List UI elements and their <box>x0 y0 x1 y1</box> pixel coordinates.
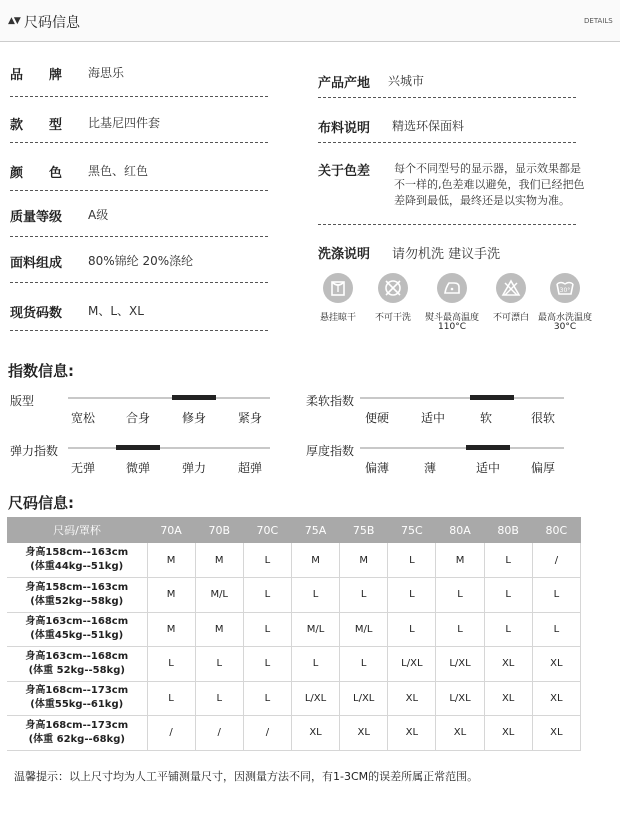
row-header-height: 身高168cm--173cm <box>25 685 129 697</box>
care-label-wash-temp: 最高水洗温度 <box>537 313 592 323</box>
spec-value-stock-sizes: M、L、XL <box>88 304 144 318</box>
size-header-cell: 75B <box>340 517 388 543</box>
scale-label-fit: 版型 <box>10 394 35 408</box>
scale-track-softness <box>360 397 564 399</box>
size-cell: XL <box>484 647 532 682</box>
divider <box>10 282 268 283</box>
size-header-cell: 尺码/罩杯 <box>7 517 147 543</box>
size-cell: XL <box>532 681 580 716</box>
size-cell: L <box>195 647 243 682</box>
size-cell: L <box>436 612 484 647</box>
hang-dry-icon <box>323 273 353 303</box>
scale-option: 很软 <box>530 411 555 425</box>
size-cell: L <box>147 647 195 682</box>
spec-label-grade: 质量等级 <box>10 210 63 225</box>
row-header-weight: (体重44kg--51kg) <box>30 561 124 572</box>
size-cell: XL <box>388 716 436 751</box>
size-cell: L <box>388 612 436 647</box>
collapse-arrow-icon[interactable]: ▲▼ <box>8 16 20 26</box>
size-cell: L <box>243 543 291 578</box>
size-cell: L/XL <box>388 647 436 682</box>
details-link[interactable]: DETAILS <box>584 17 613 25</box>
row-header <box>7 578 147 613</box>
scale-marker-elasticity <box>116 445 160 450</box>
size-header-cell: 70A <box>147 517 195 543</box>
scale-option: 适中 <box>420 411 445 425</box>
divider <box>10 190 268 191</box>
size-cell: L <box>147 681 195 716</box>
divider <box>10 142 268 143</box>
spec-label-color: 颜 色 <box>10 166 63 181</box>
size-cell: L <box>291 647 339 682</box>
size-cell: L <box>484 612 532 647</box>
row-header-weight: (体重45kg--51kg) <box>30 630 124 642</box>
divider <box>318 97 576 98</box>
size-cell: / <box>243 716 291 751</box>
scale-option: 偏薄 <box>364 461 389 475</box>
size-cell: / <box>147 716 195 751</box>
size-cell: M <box>340 543 388 578</box>
size-cell: L/XL <box>291 681 339 716</box>
row-header-weight: (体重 62kg--68kg) <box>28 733 125 745</box>
wash-temp-icon <box>550 273 580 303</box>
care-label-no-bleach: 不可漂白 <box>492 313 529 323</box>
size-header-cell: 80C <box>532 517 580 543</box>
size-cell: M <box>291 543 339 578</box>
care-label-iron-temp: 110°C <box>438 322 466 332</box>
size-cell: XL <box>532 716 580 751</box>
divider <box>10 236 268 237</box>
iron-icon <box>437 273 467 303</box>
divider <box>318 142 576 143</box>
table-row <box>7 647 581 682</box>
row-header-weight: (体重55kg--61kg) <box>30 699 124 711</box>
row-header <box>7 543 147 578</box>
size-cell: L <box>532 612 580 647</box>
care-label-no-dry-clean: 不可干洗 <box>374 313 411 323</box>
size-cell: L/XL <box>436 647 484 682</box>
row-header-height: 身高158cm--163cm <box>25 547 129 558</box>
size-cell: XL <box>388 681 436 716</box>
size-cell: L <box>243 647 291 682</box>
size-cell: / <box>532 543 580 578</box>
size-cell: L <box>243 681 291 716</box>
scale-marker-thickness <box>466 445 510 450</box>
size-cell: L <box>340 647 388 682</box>
spec-value-washing: 请勿机洗 建议手洗 <box>392 247 501 262</box>
row-header <box>7 681 147 716</box>
size-cell: M/L <box>340 612 388 647</box>
size-header-cell: 75C <box>388 517 436 543</box>
scale-marker-softness <box>470 395 514 400</box>
size-cell: M <box>147 543 195 578</box>
size-cell: L <box>436 578 484 613</box>
spec-value-fabric: 80%锦纶 20%涤纶 <box>88 254 194 268</box>
size-cell: XL <box>340 716 388 751</box>
scale-marker-fit <box>172 395 216 400</box>
scale-label-softness: 柔软指数 <box>306 394 355 408</box>
size-cell: XL <box>484 681 532 716</box>
size-cell: XL <box>436 716 484 751</box>
care-label-hang-dry: 悬挂晾干 <box>319 313 356 323</box>
scale-option: 超弹 <box>237 461 262 475</box>
spec-label-washing: 洗涤说明 <box>318 247 371 262</box>
scale-option: 无弹 <box>70 461 95 475</box>
spec-value-origin: 兴城市 <box>388 74 425 88</box>
spec-label-brand: 品 牌 <box>10 68 63 83</box>
scale-option: 薄 <box>423 461 436 475</box>
table-row <box>7 578 581 613</box>
row-header <box>7 647 147 682</box>
size-cell: M <box>195 612 243 647</box>
scale-label-thickness: 厚度指数 <box>306 444 355 458</box>
size-table-header-row <box>7 517 581 543</box>
scale-option: 合身 <box>125 411 150 425</box>
size-header-cell: 75A <box>291 517 339 543</box>
spec-label-style: 款 型 <box>10 118 63 133</box>
spec-value-grade: A级 <box>88 208 109 222</box>
size-cell: L <box>243 612 291 647</box>
row-header-height: 身高168cm--173cm <box>25 719 129 731</box>
size-cell: L <box>484 578 532 613</box>
scale-option: 偏厚 <box>530 461 555 475</box>
size-header-cell: 70C <box>243 517 291 543</box>
row-header-height: 身高163cm--168cm <box>25 650 129 662</box>
size-header-cell: 80B <box>484 517 532 543</box>
table-row <box>7 612 581 647</box>
size-header-cell: 70B <box>195 517 243 543</box>
size-cell: L <box>532 578 580 613</box>
size-cell: L <box>388 578 436 613</box>
size-cell: L <box>195 681 243 716</box>
scale-track-fit <box>68 397 270 399</box>
scale-option: 弹力 <box>181 461 206 475</box>
no-bleach-icon <box>496 273 526 303</box>
care-label-iron: 熨斗最高温度 <box>424 313 479 323</box>
scale-track-thickness <box>360 447 564 449</box>
spec-value-color: 黑色、红色 <box>88 164 149 178</box>
spec-label-origin: 产品产地 <box>318 76 371 91</box>
size-cell: M <box>195 543 243 578</box>
scale-track-elasticity <box>68 447 270 449</box>
size-cell: XL <box>532 647 580 682</box>
header-title: 尺码信息 <box>24 15 80 31</box>
size-table <box>7 517 581 751</box>
table-row <box>7 681 581 716</box>
size-cell: L <box>484 543 532 578</box>
no-dry-clean-icon <box>378 273 408 303</box>
scale-label-elasticity: 弹力指数 <box>10 444 59 458</box>
size-cell: M <box>436 543 484 578</box>
size-cell: XL <box>484 716 532 751</box>
divider <box>10 330 268 331</box>
spec-value-color-diff-line1: 每个不同型号的显示器，显示效果都是 <box>394 162 581 175</box>
size-section-title: 尺码信息: <box>8 494 74 512</box>
spec-value-color-diff-line2: 不一样的,色差难以避免，我们已经把色 <box>394 178 585 191</box>
wash-temp-badge: 30° <box>559 287 571 294</box>
size-cell: M/L <box>291 612 339 647</box>
size-cell: L/XL <box>436 681 484 716</box>
spec-label-fabric: 面料组成 <box>10 256 63 271</box>
row-header-weight: (体重52kg--58kg) <box>30 595 124 607</box>
scale-option: 便硬 <box>364 411 389 425</box>
row-header <box>7 716 147 751</box>
size-cell: M <box>147 612 195 647</box>
scale-option: 紧身 <box>237 411 262 425</box>
size-header-cell: 80A <box>436 517 484 543</box>
size-cell: / <box>195 716 243 751</box>
row-header <box>7 612 147 647</box>
size-cell: L <box>291 578 339 613</box>
care-label-wash-temp-value: 30°C <box>553 322 577 332</box>
table-row <box>7 716 581 751</box>
spec-label-color-diff: 关于色差 <box>318 164 371 179</box>
spec-value-style: 比基尼四件套 <box>88 116 161 130</box>
scale-option-selected: 软 <box>479 411 492 425</box>
spec-label-stock-sizes: 现货码数 <box>10 306 63 321</box>
size-cell: M <box>147 578 195 613</box>
size-cell: L <box>388 543 436 578</box>
scale-option: 宽松 <box>70 411 95 425</box>
section-header <box>0 0 620 42</box>
spec-value-color-diff-line3: 差降到最低，最终还是以实物为准。 <box>394 194 570 207</box>
size-cell: M/L <box>195 578 243 613</box>
size-cell: L/XL <box>340 681 388 716</box>
scale-option-selected: 修身 <box>181 411 206 425</box>
row-header-height: 身高163cm--168cm <box>25 616 129 628</box>
size-cell: L <box>243 578 291 613</box>
divider <box>318 224 576 225</box>
scale-option-selected: 适中 <box>475 461 500 475</box>
spec-label-material: 布料说明 <box>318 121 371 136</box>
spec-value-brand: 海思乐 <box>88 66 125 80</box>
size-cell: L <box>340 578 388 613</box>
index-section-title: 指数信息: <box>8 362 74 380</box>
table-row <box>7 543 581 578</box>
size-cell: XL <box>291 716 339 751</box>
spec-value-material: 精选环保面料 <box>392 119 465 133</box>
row-header-weight: (体重 52kg--58kg) <box>28 664 125 676</box>
row-header-height: 身高158cm--163cm <box>25 581 129 593</box>
size-note: 温馨提示：以上尺寸均为人工平铺测量尺寸，因测量方法不同，有1-3CM的误差所属正常范围。 <box>14 770 479 783</box>
divider <box>10 96 268 97</box>
scale-option-selected: 微弹 <box>125 461 150 475</box>
